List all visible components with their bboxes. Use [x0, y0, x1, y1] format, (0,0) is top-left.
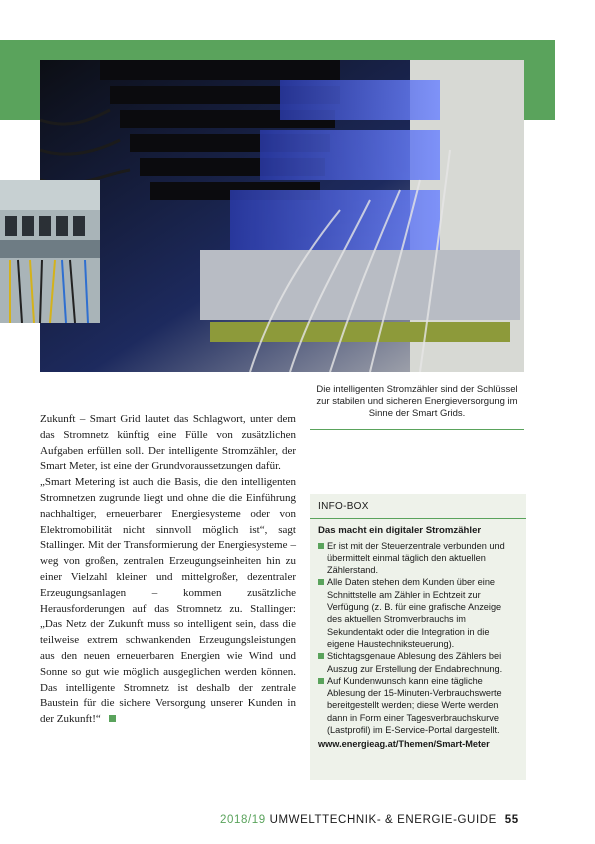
- info-box-item: [318, 576, 518, 650]
- info-box-item: [318, 675, 518, 736]
- end-mark-icon: [109, 715, 116, 722]
- info-box-item-text: Stichtagsgenaue Ablesung des Zählers bei Auszug zur Erstellung der Endabrechnung.: [327, 651, 503, 674]
- footer-guide-title: UMWELTTECHNIK- & ENERGIE-GUIDE: [269, 814, 497, 826]
- info-box-item-text: Er ist mit der Steuerzentrale verbunden und übermittelt einmal täglich den aktuellen Zählerstand.: [327, 540, 505, 576]
- paragraph-1: Zukunft – Smart Grid lautet das Schlagwort, unter dem das Stromnetz künftig eine Fülle von zusätzlichen Aufgaben erfüllen soll. Der intelligente Stromzähler, der Smart Meter, ist eine der Grundvoraussetzungen dafür.: [40, 413, 296, 473]
- bullet-square-icon: [318, 678, 324, 684]
- bullet-square-icon: [318, 543, 324, 549]
- control-cabinet-photo: [0, 180, 100, 323]
- info-box-title: Das macht ein digitaler Stromzähler: [318, 525, 482, 537]
- bullet-square-icon: [318, 579, 324, 585]
- page-number: 55: [504, 814, 519, 826]
- article-body: [40, 412, 296, 728]
- info-box-link[interactable]: www.energieag.at/Themen/Smart-Meter: [318, 739, 490, 750]
- smart-meter-server-photo: [40, 60, 524, 372]
- caption-divider: [310, 429, 524, 430]
- photo-caption: Die intelligenten Stromzähler sind der Schlüssel zur stabilen und sicheren Energieversorgung im Sinne der Smart Grids.: [316, 384, 518, 419]
- info-box-item-text: Auf Kundenwunsch kann eine tägliche Ablesung der 15-Minuten-Verbrauchswerte bereitgestellt werden; diese Werte werden dann in Form einer Tagesverbrauchskurve (Lastprofil) im E-Service-Portal dargestellt.: [327, 675, 502, 736]
- info-box-item: [318, 540, 518, 577]
- paragraph-2: [40, 475, 296, 728]
- info-box-item-text: Alle Daten stehen dem Kunden über eine Schnittstelle am Zähler in Echtzeit zur Verfügung (z. B. für eine grafische Anzeige des aktuellen Stromverbrauchs im Sekundentakt oder die Integration in die eigene Haustechniksteuerung).: [327, 577, 502, 649]
- info-box: [310, 494, 526, 780]
- info-box-header: INFO-BOX: [310, 494, 526, 519]
- paragraph-2-text: „Smart Metering ist auch die Basis, die den intelligenten Stromnetzen zugrunde liegt und ohne die die Einführung nachhaltiger, erneuerbarer Energiesysteme oder von Elektromobilität nicht sinnvoll möglich ist“, sagt Stallinger. Mit der Transformierung der Energiesysteme – weg von großen, zentralen Erzeugungseinheiten hin zu einer Vielzahl kleiner und mittelgroßer, dezentraler Erzeugungsanlagen – kommen zusätzliche Herausforderungen auf das Stromnetz zu. Stallinger: „Das Netz der Zukunft muss so intelligent sein, dass die teilweise extrem schwankenden Erzeugungsleistungen aus den neuen erneuerbaren Energien wie Wind und Sonne so gut wie möglich ausgeglichen werden können. Das intelligente Stromnetz ist deshalb der zentrale Baustein für die sichere Versorgung unserer Kunden in der Zukunft!“: [40, 476, 296, 726]
- page-footer: [220, 814, 558, 826]
- info-box-item: [318, 650, 518, 675]
- bullet-square-icon: [318, 653, 324, 659]
- footer-year: 2018/19: [220, 814, 266, 826]
